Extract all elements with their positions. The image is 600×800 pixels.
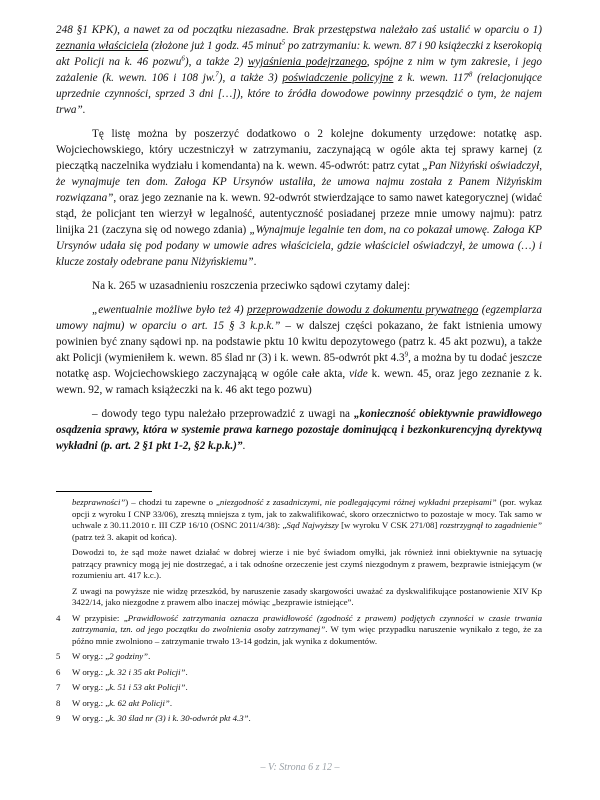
- page-footer: – V: Strona 6 z 12 –: [260, 762, 340, 773]
- quote: (egzemplarza umowy najmu) w oparciu o art. 15 § 3 k.p.k.”: [56, 304, 542, 332]
- footnote-ref-5[interactable]: 5: [281, 38, 286, 47]
- footnote-6: [56, 667, 542, 679]
- text-run: k. 51 i 53 akt Policji”: [109, 682, 186, 692]
- footnotes: [56, 497, 542, 729]
- text-run: .: [185, 666, 188, 677]
- footnote-ref-9[interactable]: 9: [404, 350, 409, 359]
- footnote-text: [72, 713, 542, 725]
- footnote-separator: [56, 491, 152, 492]
- footnote-text: [72, 698, 542, 710]
- text-run: .: [242, 440, 246, 452]
- text-run: . W tym więc przypadku naruszenie wynikało z tego, że za późno mnie zwolniono – zatrzymanie trwało 13-14 godzin, jak wynika z dokumentów.: [72, 624, 542, 646]
- text-run: , oraz jego zeznanie na k. wewn. 92-odwrót stwierdzające to samo nawet kategorycznej (widać stąd, że policjant ten wierzył w legalność, autentyczność posiadanej przeze mnie umowy najmu): patrz linijka 21 (zaczyna się od nowego zdania): [56, 192, 542, 236]
- text-run: (relacjonujące uprzednie czynności, sprzed 3 dni […]), które to źródła dowodowe powinny przesądzić o tym, że najem trwa”.: [56, 72, 542, 116]
- text-run: W przypisie: „: [72, 612, 128, 623]
- text-run: Prawidłowość zatrzymania oznacza prawidłowość (zgodność z prawem) podjętych czynności w czasie trwania zatrzymania, tzn. od jego początku do zwolnienia osoby zatrzymanej”: [72, 612, 543, 634]
- quote: „ewentualnie możliwe było też 4): [92, 304, 247, 316]
- text-run: niezgodność z zasadniczymi, nie podlegającymi różnej wykładni przepisami”: [219, 497, 497, 507]
- text-run: Tę listę można by poszerzyć dodatkowo o 2 kolejne dokumenty urzędowe: notatkę asp. Wojciechowskiego, który uczestniczył w zatrzymaniu, zaczynającą w ogóle akta tej sprawy karnej (z pieczątką naczelnika wydziału i komendanta) na k. wewn. 45-odwrót: patrz cytat: [56, 128, 542, 172]
- quote: „Wynajmuje legalnie ten dom, na co pokazał umowę. Załoga KP Ursynów udała się pod podany w umowie adres właściciela, gdzie właściciel oświadczył, że umowa (…) i klucze zostały odebrane panu Niżyńskiemu”: [56, 224, 542, 268]
- footnote-number: 8: [56, 697, 61, 708]
- text-run: .: [148, 651, 151, 661]
- text-run: (patrz też 3. akapit od końca).: [72, 531, 177, 542]
- paragraph-3: [56, 278, 542, 294]
- text-run: k. 32 i 35 akt Policji”: [109, 666, 186, 677]
- text-run: k. 62 akt Policji”: [109, 697, 170, 708]
- text-run: bezprawności”: [72, 497, 126, 507]
- text-run: z k. wewn. 117: [393, 72, 469, 84]
- main-text: [56, 22, 542, 462]
- text-run: wyjaśnienia podejrzanego: [247, 56, 367, 68]
- paragraph-2: [56, 126, 542, 270]
- text-run: 248 §1 KPK), a nawet za od początku niezasadne. Brak przestępstwa należało zaś ustalić w oparciu o 1): [56, 24, 542, 36]
- footnote-number: 6: [56, 666, 61, 677]
- text-run: .: [169, 697, 173, 708]
- footnote-paragraph: Dowodzi to, że sąd może nawet działać w dobrej wierze i nie być świadom omyłki, jak również inni obiektywnie na sytuację patrzący prawnicy mogą jej nie dostrzegać, a i tak odnośne orzeczenie jest czymś niezgodnym z prawem, bezprawie istniejącym (w rozumieniu art. 417 k.c.).: [72, 547, 542, 580]
- text-run: poświadczenie policyjne: [282, 72, 394, 84]
- footnote-continuation: [56, 497, 542, 609]
- text-run: – w dalszej części pokazano, że fakt istnienia umowy powinien być znany sądowi np. na podstawie pktu 10 kwitu depozytowego (patrz k. 45 akt pozwu), a także akt Policji (wymieniłem k. wewn. 85 ślad nr (3) i k. wewn. 85-odwrót pkt 4.3: [56, 320, 542, 364]
- footnote-text: [72, 667, 542, 679]
- text-run: W oryg.: „: [72, 651, 110, 661]
- footnote-paragraph: Z uwagi na powyższe nie widzę przeszkód, by naruszenie zasady skargowości uważać za dyskwalifikujące postanowienie XIV Kp 3422/14, jako niezgodne z prawem albo inaczej mówiąc „bezprawie istniejące”.: [72, 585, 542, 607]
- text-run: (złożone już 1 godz. 45 minut: [148, 40, 282, 52]
- text-run: ), a także 2): [184, 56, 248, 68]
- text-run: Sąd Najwyższy: [286, 520, 339, 530]
- footnote-9: [56, 713, 542, 725]
- text-run: k. 30 ślad nr (3) i k. 30-odwrót pkt 4.3”: [109, 713, 249, 723]
- text-run: W oryg.: „: [72, 697, 110, 708]
- text-run: Na k. 265 w uzasadnieniu roszczenia przeciwko sądowi czytamy dalej:: [92, 280, 411, 292]
- text-run: W oryg.: „: [72, 666, 110, 677]
- paragraph-5: [56, 406, 542, 454]
- footnote-4: [56, 613, 542, 648]
- footnote-text: [72, 613, 542, 648]
- paragraph-1: [56, 22, 542, 118]
- quote: „konieczność obiektywnie prawidłowego osądzenia sprawy, która w systemie prawa karnego pozostaje dominującą i bezkonkurencyjną dyrektywą wykładni (p. art. 2 §1 pkt 1-2, §2 k.p.k.)”: [56, 408, 542, 452]
- text-run: 2 godziny”: [109, 651, 149, 661]
- footnote-ref-7[interactable]: 7: [215, 70, 219, 79]
- quote: przeprowadzenie dowodu z dokumentu prywatnego: [246, 304, 479, 316]
- text-run: (por. wykaz opcji z wyroku I CNP 33/06), zresztą mniejsza z tym, jak to zakwalifikować, skoro orzecznictwo to pozostaje w mocy. Tak samo w uchwale z 30.11.2010 r. III CZP 16/10 (OSNC 2011/4/38): „: [72, 497, 542, 530]
- text-run: rozstrzygnął to zagadnienie”: [439, 520, 542, 530]
- text-run: k. wewn. 45, oraz jego zeznanie z k. wewn. 92, w ramach książeczki na k. 46 akt tego pozwu): [56, 368, 542, 396]
- footnote-paragraph: [56, 497, 542, 543]
- footnote-ref-8[interactable]: 8: [468, 70, 473, 79]
- footnote-7: [56, 682, 542, 694]
- text-run: W oryg.: „: [72, 713, 110, 723]
- text-run: ) – chodzi tu zapewne o „: [125, 497, 220, 507]
- footnote-number: 5: [56, 651, 61, 661]
- paragraph-4: [56, 302, 542, 398]
- text-run: , spójne z nim w tym zakresie, i jego zażalenie (k. wewn. 106 i 108 jw.: [56, 56, 542, 84]
- text-run: W oryg.: „: [72, 682, 110, 692]
- footnote-text: [72, 682, 542, 694]
- footnote-8: [56, 698, 542, 710]
- text-run: ), a także 3): [218, 72, 283, 84]
- text-run: – dowody tego typu należało przeprowadzić z uwagi na: [92, 408, 354, 420]
- text-run: .: [253, 256, 257, 268]
- footnote-number: 9: [56, 713, 61, 723]
- footnote-number: 4: [56, 612, 61, 623]
- footnote-number: 7: [56, 682, 61, 692]
- text-run: po zatrzymaniu: k. wewn. 87 i 90 książeczki z kserokopią akt Policji na k. 46 pozwu: [56, 40, 542, 68]
- footnote-5: [56, 651, 542, 663]
- text-run: vide: [349, 368, 368, 380]
- footnote-ref-6[interactable]: 6: [181, 54, 185, 63]
- text-run: .: [185, 682, 188, 692]
- text-run: zeznania właściciela: [56, 40, 149, 52]
- quote: „Pan Niżyński oświadczył, że wynajmuje ten dom. Załoga KP Ursynów ustaliła, że umowa najmu została z Panem Niżyńskim rozwiązana”: [56, 160, 542, 204]
- text-run: , a można by tu dodać jeszcze notatkę asp. Wojciechowskiego zaczynającą w ogóle całe akta,: [56, 352, 542, 380]
- text-run: .: [248, 713, 251, 723]
- text-run: [w wyroku V CSK 271/08]: [338, 520, 440, 530]
- footnote-text: [72, 651, 542, 663]
